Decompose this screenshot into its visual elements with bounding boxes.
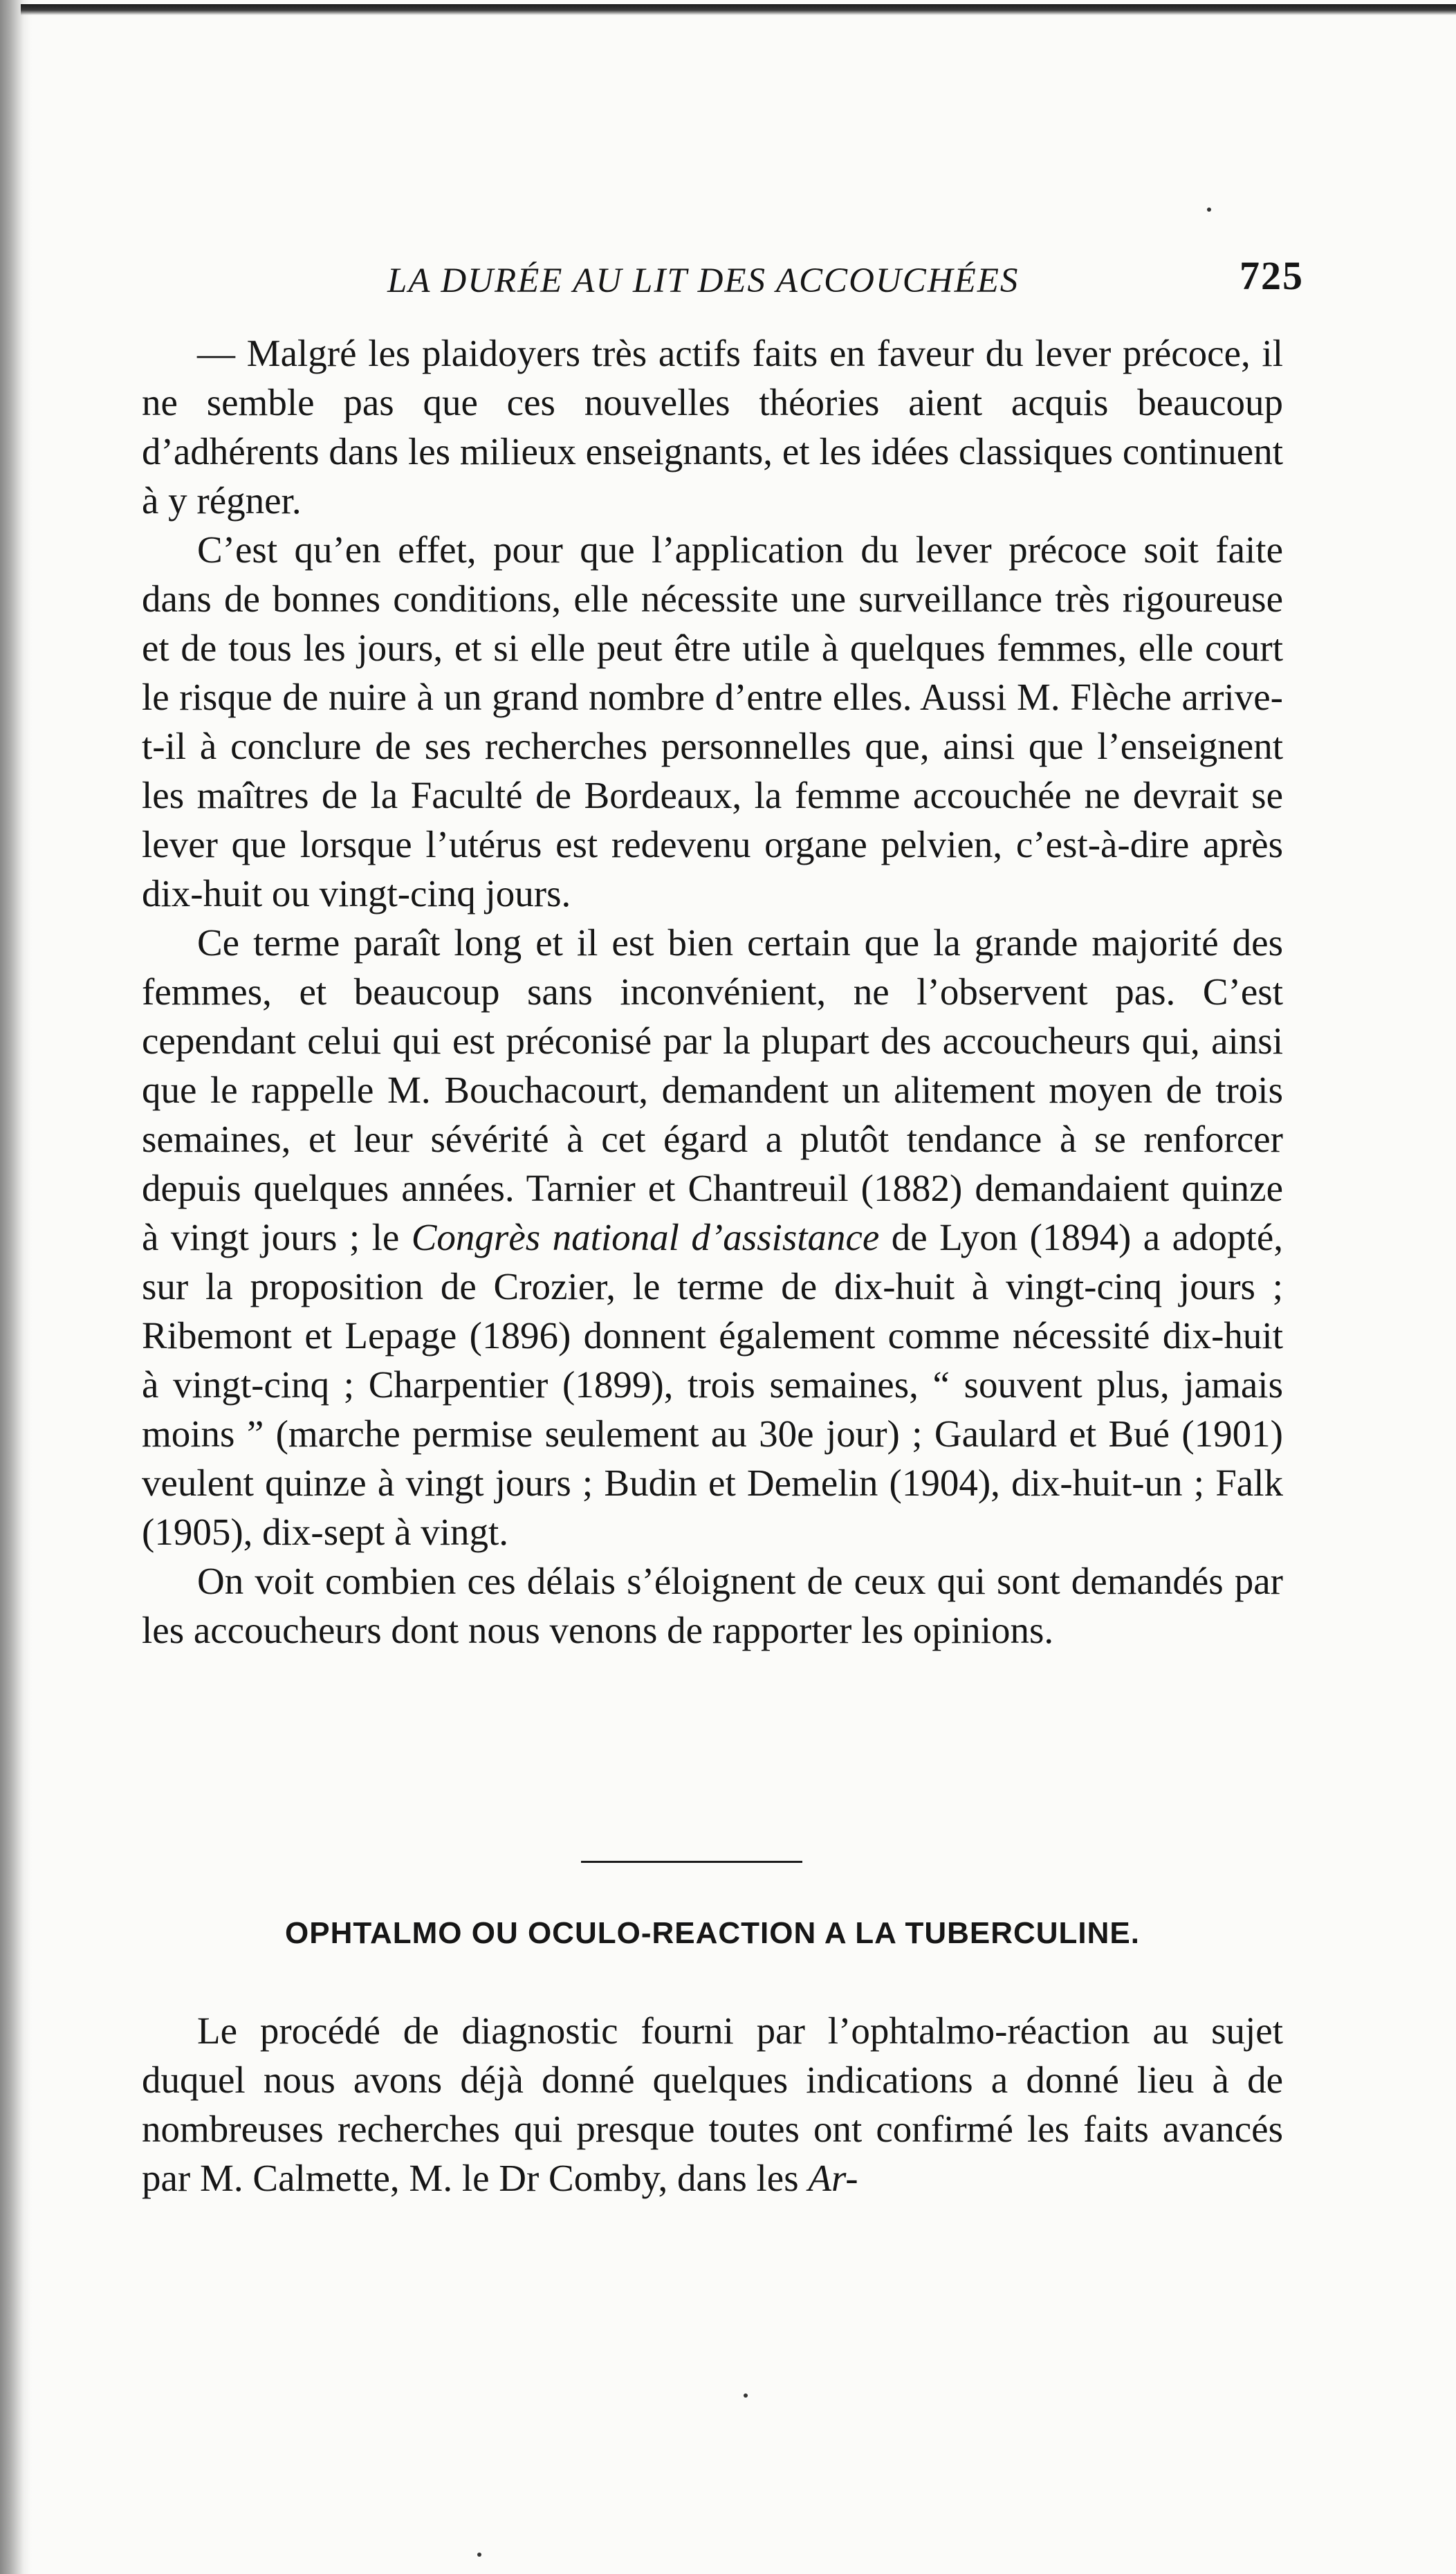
print-speck [744,2393,748,2398]
paragraph-1: — Malgré les plaidoyers très actifs faits en faveur du lever précoce, il ne semble pas que ces nouvelles théories aient acquis beaucoup d’adhérents dans les milieux enseignants, et les idées classiques continuent à y régner. [142,332,1283,522]
section-divider [581,1861,802,1863]
paragraph-3 [142,918,1283,1556]
paragraph-2: C’est qu’en effet, pour que l’application du lever précoce soit faite dans de bonnes conditions, elle nécessite une surveillance très rigoureuse et de tous les jours, et si elle peut être utile à quelques femmes, elle court le risque de nuire à un grand nombre d’entre elles. Aussi M. Flèche arrive-t-il à conclure de ses recherches personnelles que, ainsi que l’enseignent les maîtres de la Faculté de Bordeaux, la femme accouchée ne devrait se lever que lorsque l’utérus est redevenu organe pelvien, c’est-à-dire après dix-huit ou vingt-cinq jours. [142,528,1283,914]
print-speck [477,2553,481,2557]
scan-edge-shadow [0,0,32,2574]
page-number: 725 [1240,253,1304,298]
page-header [387,252,1304,315]
section-body [142,2006,1283,2203]
article-body [142,329,1283,1655]
paragraph-3-text: Ce terme paraît long et il est bien certain que la grande majorité des femmes, et beaucoup sans inconvénient, ne l’observent pas. C’est cependant celui qui est préconisé par la plupart des accoucheurs qui, ainsi que le rappelle M. Bouchacourt, demandent un alitement moyen de trois semaines, et leur sévérité à cet égard a plutôt tendance à se renforcer depuis quelques années. Tarnier et Chantreuil (1882) demandaient quinze à vingt jours ; le [142,921,1283,1258]
paragraph-3-tail: de Lyon (1894) a adopté, sur la proposition de Crozier, le terme de dix-huit à vingt-cinq jours ; Ribemont et Lepage (1896) donnent également comme nécessité dix-huit à vingt-cinq ; Charpentier (1899), trois semaines, “ souvent plus, jamais moins ” (marche permise seulement au 30e jour) ; Gaulard et Bué (1901) veulent quinze à vingt jours ; Budin et Demelin (1904), dix-huit-un ; Falk (1905), dix-sept à vingt. [142,1216,1283,1553]
running-title: LA DURÉE AU LIT DES ACCOUCHÉES [387,261,1020,300]
paragraph-4: On voit combien ces délais s’éloignent de ceux qui sont demandés par les accoucheurs dont nous venons de rapporter les opinions. [142,1560,1283,1651]
section-heading: OPHTALMO OU OCULO-REACTION A LA TUBERCULINE. [285,1916,1140,1950]
section-paragraph-italic: Ar- [808,2157,858,2199]
section-paragraph-text: Le procédé de diagnostic fourni par l’ophtalmo-réaction au sujet duquel nous avons déjà donné quelques indications a donné lieu à de nombreuses recherches qui presque toutes ont confirmé les faits avancés par M. Calmette, M. le Dr Comby, dans les [142,2010,1283,2199]
scan-top-border [21,4,1456,15]
section-paragraph [142,2006,1283,2203]
paragraph-3-italic: Congrès national d’assistance [411,1216,880,1258]
print-speck [1207,208,1211,212]
